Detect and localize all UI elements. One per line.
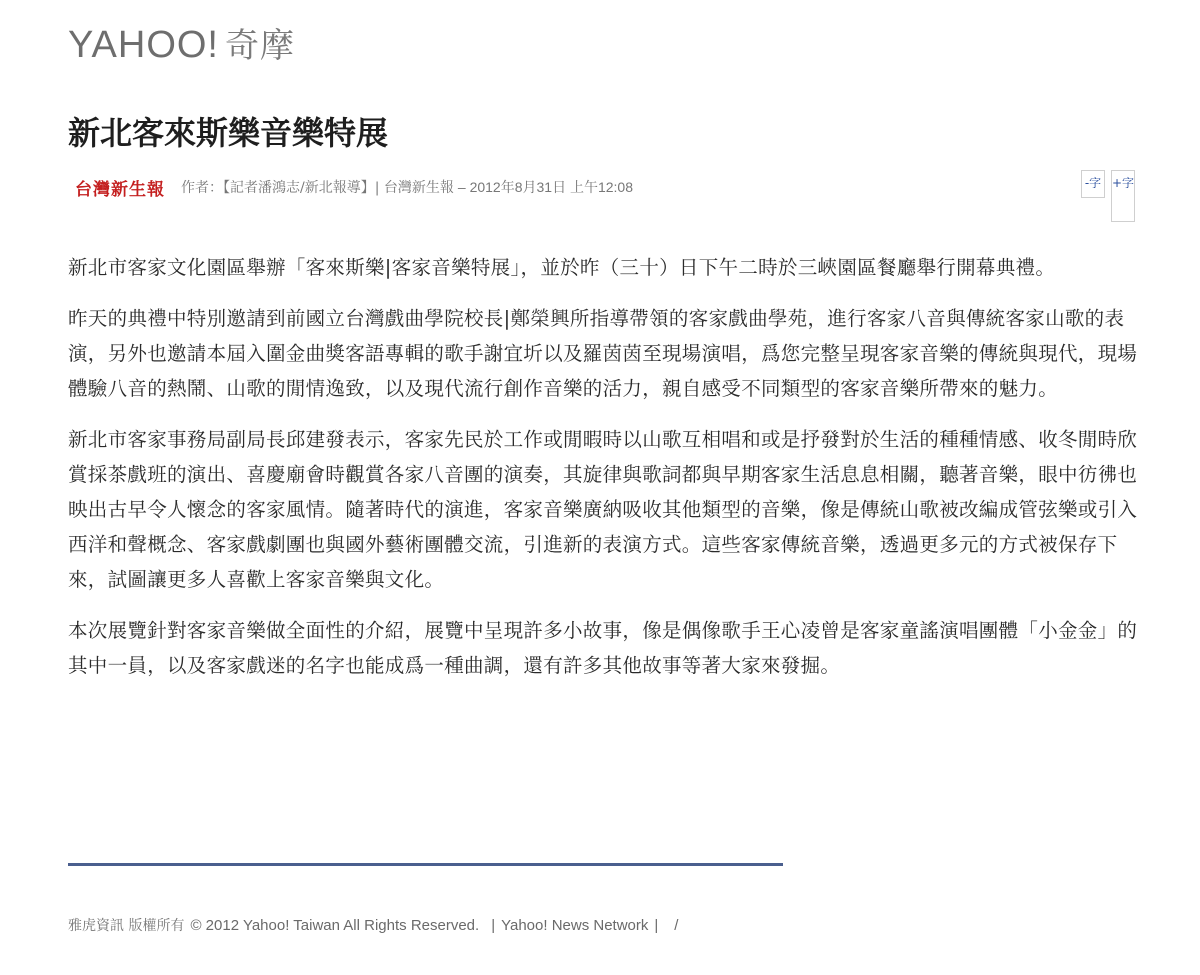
logo-text-cn: 奇摩 <box>225 26 295 66</box>
font-increase-button[interactable]: +字 <box>1111 170 1135 222</box>
article-paragraph-3: 新北市客家事務局副局長邱建發表示，客家先民於工作或閒暇時以山歌互相唱和或是抒發對於生活的種種情感、收冬閒時欣賞採茶戲班的演出、喜慶廟會時觀賞各家八音團的演奏，其旋律與歌詞都與早期客家生活息息相關，聽著音樂，眼中彷彿也映出古早令人懷念的客家風情。隨著時代的演進，客家音樂廣納吸收其他類型的音樂，像是傳統山歌被改編成管弦樂或引入西洋和聲概念、客家戲劇團也與國外藝術團體交流，引進新的表演方式。這些客家傳統音樂，透過更多元的方式被保存下來，試圖讓更多人喜歡上客家音樂與文化。 <box>68 428 1138 591</box>
article-body <box>68 250 1143 699</box>
copyright-en: © 2012 Yahoo! Taiwan All Rights Reserved. <box>190 916 480 934</box>
font-decrease-button[interactable]: -字 <box>1081 170 1105 198</box>
source-logo: 台灣新生報 <box>75 179 165 200</box>
yahoo-logo[interactable] <box>68 18 295 67</box>
copyright-cn: 雅虎資訊 版權所有 <box>68 918 185 934</box>
article-paragraph-2: 昨天的典禮中特別邀請到前國立台灣戲曲學院校長|鄭榮興所指導帶領的客家戲曲學苑，進行客家八音與傳統客家山歌的表演，另外也邀請本屆入圍金曲獎客語專輯的歌手謝宜圻以及羅茵茵至現場演唱，爲您完整呈現客家音樂的傳統與現代，現場體驗八音的熱鬧、山歌的閒情逸致，以及現代流行創作音樂的活力，親自感受不同類型的客家音樂所帶來的魅力。 <box>68 307 1138 400</box>
byline: 作者：【記者潘鴻志/新北報導】| 台灣新生報 <box>181 180 454 196</box>
article-title: 新北客來斯樂音樂特展 <box>68 114 389 152</box>
yahoo-news-network-link[interactable]: Yahoo! News Network <box>501 916 649 934</box>
footer-separator-1: | <box>491 916 496 934</box>
font-size-controls <box>1081 170 1135 222</box>
footer-slash: / <box>674 916 679 934</box>
footer-divider <box>68 863 783 866</box>
article-paragraph-4: 本次展覽針對客家音樂做全面性的介紹，展覽中呈現許多小故事，像是偶像歌手王心凌曾是客家童謠演唱團體「小金金」的其中一員，以及客家戲迷的名字也能成爲一種曲調，還有許多其他故事等著大家來發掘。 <box>68 619 1138 677</box>
footer-separator-2: | <box>654 916 659 934</box>
article-paragraph-1: 新北市客家文化園區舉辦「客來斯樂|客家音樂特展」，並於昨（三十）日下午二時於三峽園區餐廳舉行開幕典禮。 <box>68 256 1056 279</box>
publish-date: – 2012年8月31日 上午12:08 <box>457 179 633 195</box>
logo-text-en: YAHOO! <box>68 24 219 66</box>
article-meta <box>75 172 633 202</box>
footer <box>68 915 678 935</box>
